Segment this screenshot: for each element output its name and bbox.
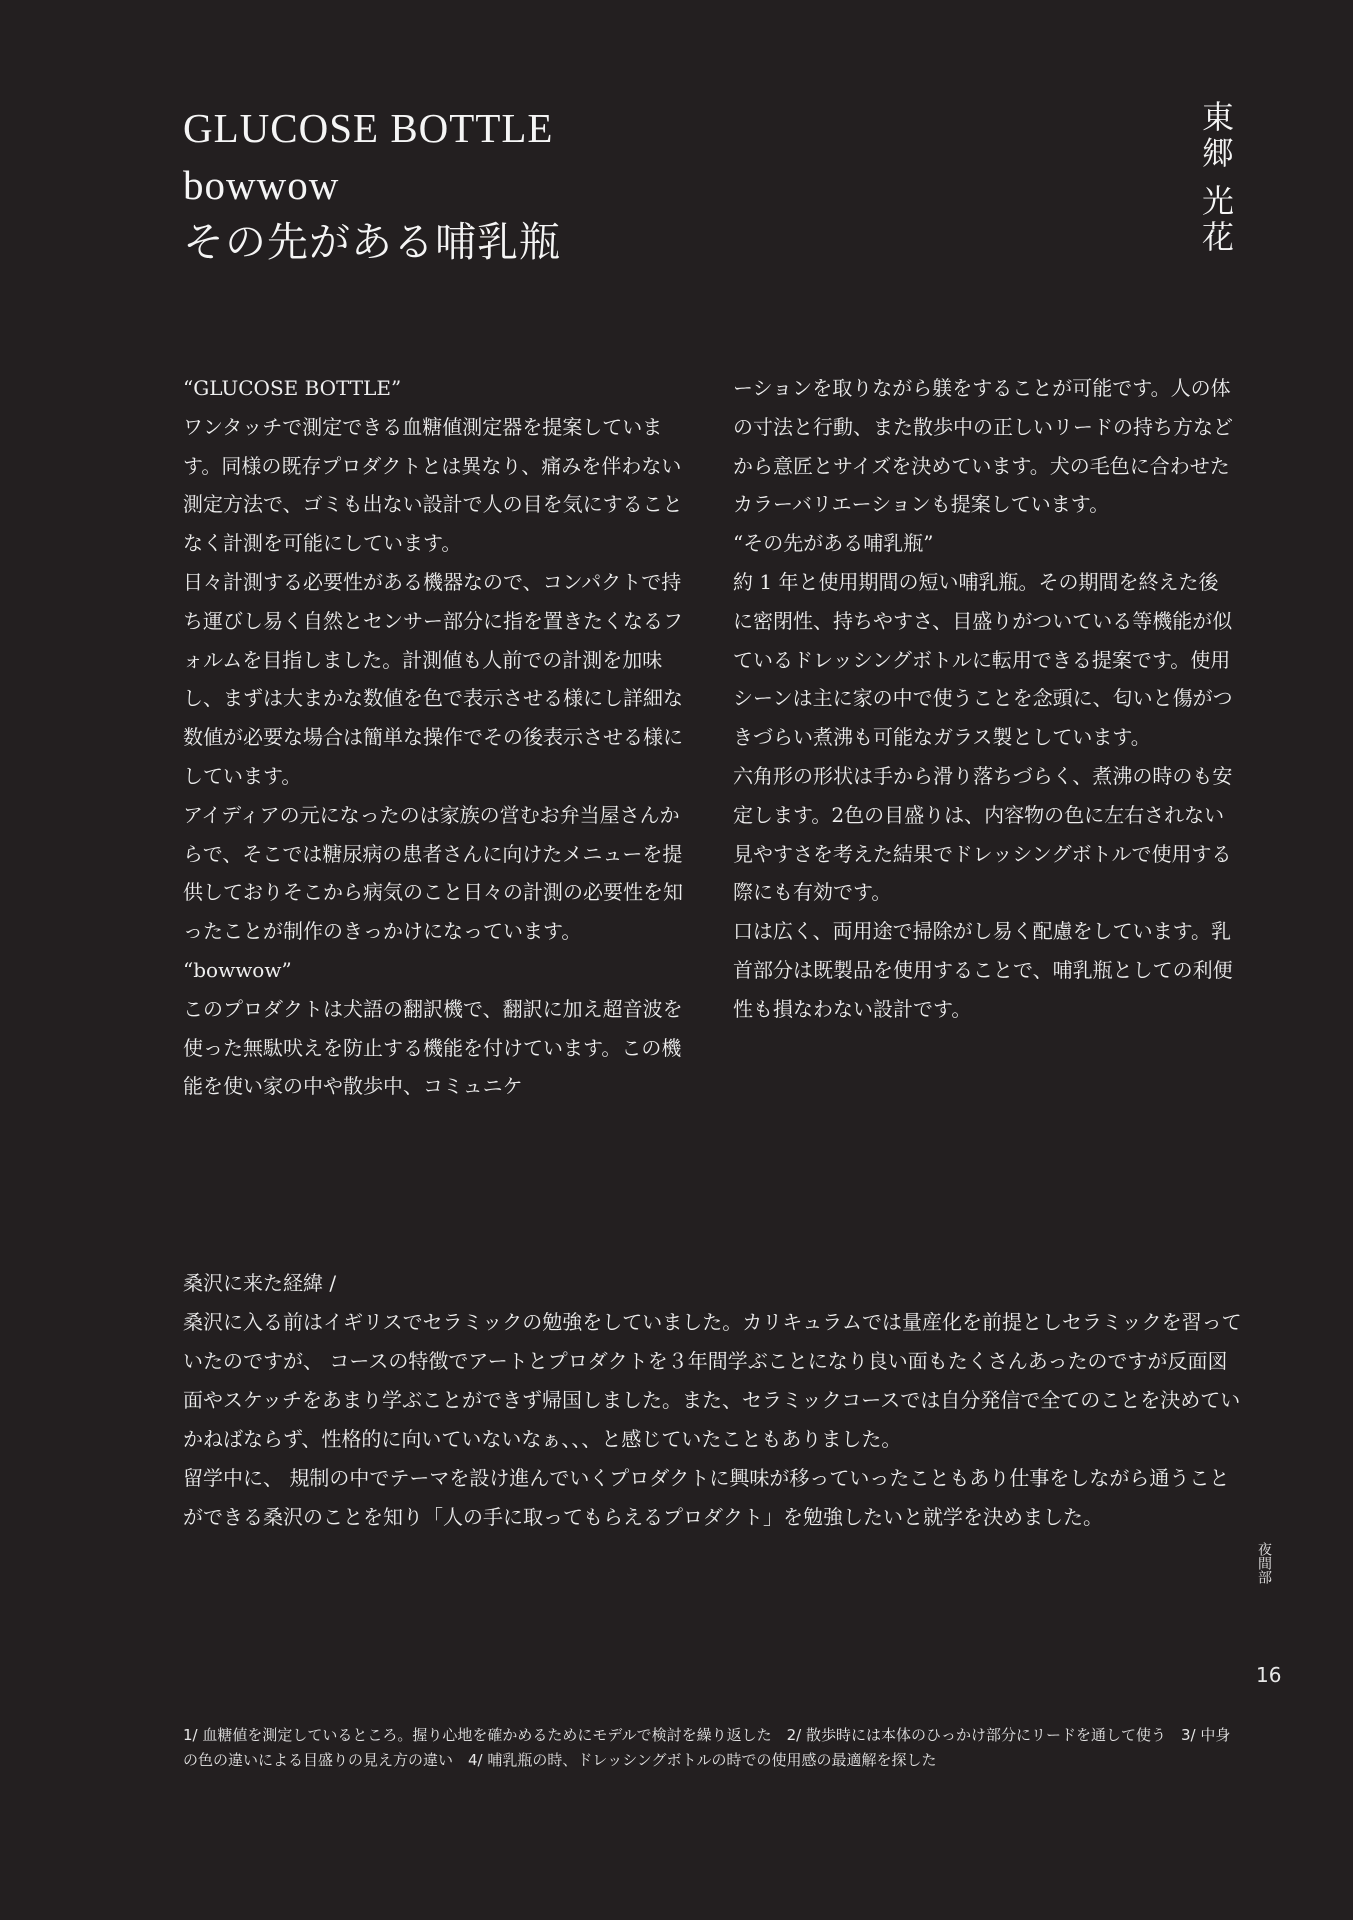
left-paragraph: “bowwow” [183,957,292,982]
right-paragraph: “その先がある哺乳瓶” [733,531,934,556]
department-label: 夜間部 [1256,1542,1272,1584]
background-section [183,1264,1243,1537]
section-paragraph: 桑沢に入る前はイギリスでセラミックの勉強をしていました。カリキュラムでは量産化を前提としセラミックを習っていたのですが、 コースの特徴でアートとプロダクトを３年間学ぶことになり良い面もたくさんあったのですが反面図面やスケッチをあまり学ぶことができず帰国しました。また、セラミックコースでは自分発信で全てのことを決めていかねばならず、性格的に向いていないなぁ、、、と感じていたこともありました。 [183,1310,1242,1451]
page-number: 16 [1256,1663,1282,1687]
image-captions: 1/ 血糖値を測定しているところ。握り心地を確かめるためにモデルで検討を繰り返した 2/ 散歩時には本体のひっかけ部分にリードを通して使う 3/ 中身の色の違いによる目盛りの見え方の違い 4/ 哺乳瓶の時、ドレッシングボトルの時での使用感の最適解を探した [183,1726,1231,1769]
section-paragraph: 留学中に、 規制の中でテーマを設け進んでいくプロダクトに興味が移っていったこともあり仕事をしながら通うことができる桑沢のことを知り「人の手に取ってもらえるプロダクト」を勉強したいと就学を決めました。 [183,1466,1230,1529]
author-given-name: 光花 [1197,184,1235,256]
right-paragraph: ーションを取りながら躾をすることが可能です。人の体の寸法と行動、また散歩中の正しいリードの持ち方などから意匠とサイズを決めています。犬の毛色に合わせたカラーバリエーションも提案しています。 [733,376,1233,517]
left-paragraph: このプロダクトは犬語の翻訳機で、翻訳に加え超音波を使った無駄吠えを防止する機能を付けています。この機能を使い家の中や散歩中、コミュニケ [183,996,683,1099]
body-column-left [183,369,688,1106]
article-title [183,100,983,271]
title-line-3: その先がある哺乳瓶 [183,219,561,265]
author-family-name: 東郷 [1197,100,1235,172]
author-name [1196,100,1236,256]
title-line-2: bowwow [183,162,340,208]
right-paragraph: 六角形の形状は手から滑り落ちづらく、煮沸の時のも安定します。2色の目盛りは、内容物の色に左右されない見やすさを考えた結果でドレッシングボトルで使用する際にも有効です。 [733,763,1233,905]
section-heading: 桑沢に来た経緯 / [183,1271,337,1295]
left-paragraph: ワンタッチで測定できる血糖値測定器を提案しています。同様の既存プロダクトとは異なり、痛みを伴わない測定方法で、ゴミも出ない設計で人の目を気にすることなく計測を可能にしています。 [183,414,683,556]
left-paragraph: “GLUCOSE BOTTLE” [183,376,402,400]
right-paragraph: 口は広く、両用途で掃除がし易く配慮をしています。乳首部分は既製品を使用することで、哺乳瓶としての利便性も損なわない設計です。 [733,919,1233,1021]
title-line-1: GLUCOSE BOTTLE [183,105,554,151]
left-paragraph: 日々計測する必要性がある機器なので、コンパクトで持ち運びし易く自然とセンサー部分に指を置きたくなるフォルムを目指しました。計測値も人前での計測を加味し、まずは大まかな数値を色で表示させる様にし詳細な数値が必要な場合は簡単な操作でその後表示させる様にしています。 [183,569,683,788]
body-column-right [733,369,1238,1029]
left-paragraph: アイディアの元になったのは家族の営むお弁当屋さんからで、そこでは糖尿病の患者さんに向けたメニューを提供しておりそこから病気のこと日々の計測の必要性を知ったことが制作のきっかけになっています。 [183,802,683,944]
right-paragraph: 約 1 年と使用期間の短い哺乳瓶。その期間を終えた後に密閉性、持ちやすさ、目盛りがついている等機能が似ているドレッシングボトルに転用できる提案です。使用シーンは主に家の中で使うことを念頭に、匂いと傷がつきづらい煮沸も可能なガラス製としています。 [733,569,1233,750]
